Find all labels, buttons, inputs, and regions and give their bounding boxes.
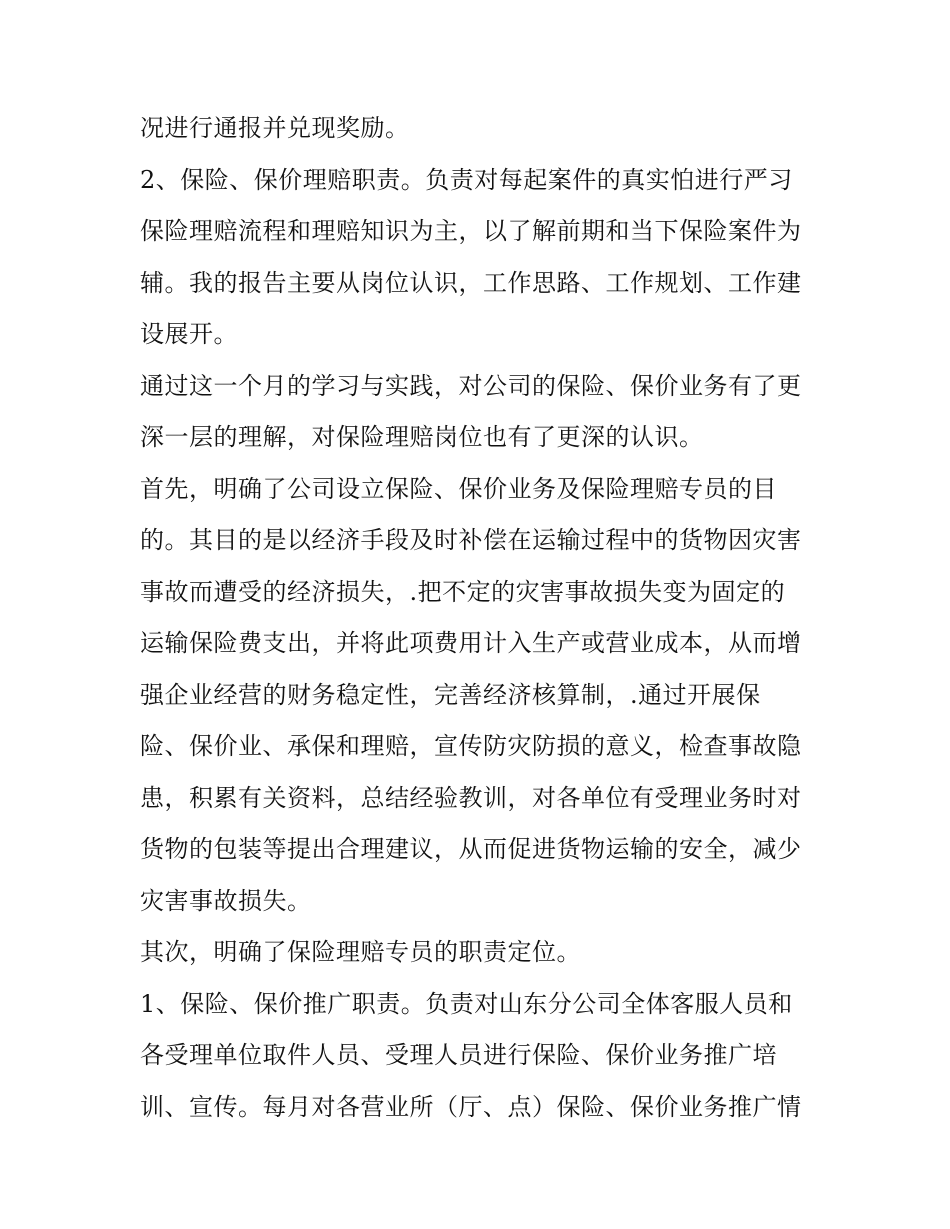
text-line: 1、保险、保价推广职责。负责对山东分公司全体客服人员和 xyxy=(140,989,793,1018)
text-line: 深一层的理解，对保险理赔岗位也有了更深的认识。 xyxy=(140,423,704,451)
text-line: 强企业经营的财务稳定性，完善经济核算制，.通过开展保 xyxy=(140,680,761,709)
document-body xyxy=(140,103,820,1133)
text-line: 患，积累有关资料，总结经验教训，对各单位有受理业务时对 xyxy=(140,783,802,812)
text-line: 辅。我的报告主要从岗位认识，工作思路、工作规划、工作建 xyxy=(140,268,802,297)
text-line: 运输保险费支出，并将此项费用计入生产或营业成本，从而增 xyxy=(140,629,802,657)
text-line: 其次，明确了保险理赔专员的职责定位。 xyxy=(140,938,581,966)
text-line: 训、宣传。每月对各营业所（厅、点）保险、保价业务推广情 xyxy=(140,1092,802,1121)
text-line: 的。其目的是以经济手段及时补偿在运输过程中的货物因灾害 xyxy=(140,526,802,554)
text-line: 首先，明确了公司设立保险、保价业务及保险理赔专员的目 xyxy=(140,474,777,503)
text-line: 险、保价业、承保和理赔，宣传防灾防损的意义，检查事故隐 xyxy=(140,732,802,760)
text-line: 保险理赔流程和理赔知识为主，以了解前期和当下保险案件为 xyxy=(140,217,802,245)
text-line: 灾害事故损失。 xyxy=(140,886,312,915)
text-line: 各受理单位取件人员、受理人员进行保险、保价业务推广培 xyxy=(140,1041,777,1069)
text-line: 货物的包装等提出合理建议，从而促进货物运输的安全，减少 xyxy=(140,835,802,863)
text-line: 事故而遭受的经济损失，.把不定的灾害事故损失变为固定的 xyxy=(140,577,786,606)
text-line: 设展开。 xyxy=(140,320,238,348)
text-line: 通过这一个月的学习与实践，对公司的保险、保价业务有了更 xyxy=(140,371,802,400)
text-line: 况进行通报并兑现奖励。 xyxy=(140,114,410,142)
text-line: 2、保险、保价理赔职责。负责对每起案件的真实怕进行严习 xyxy=(140,165,793,194)
